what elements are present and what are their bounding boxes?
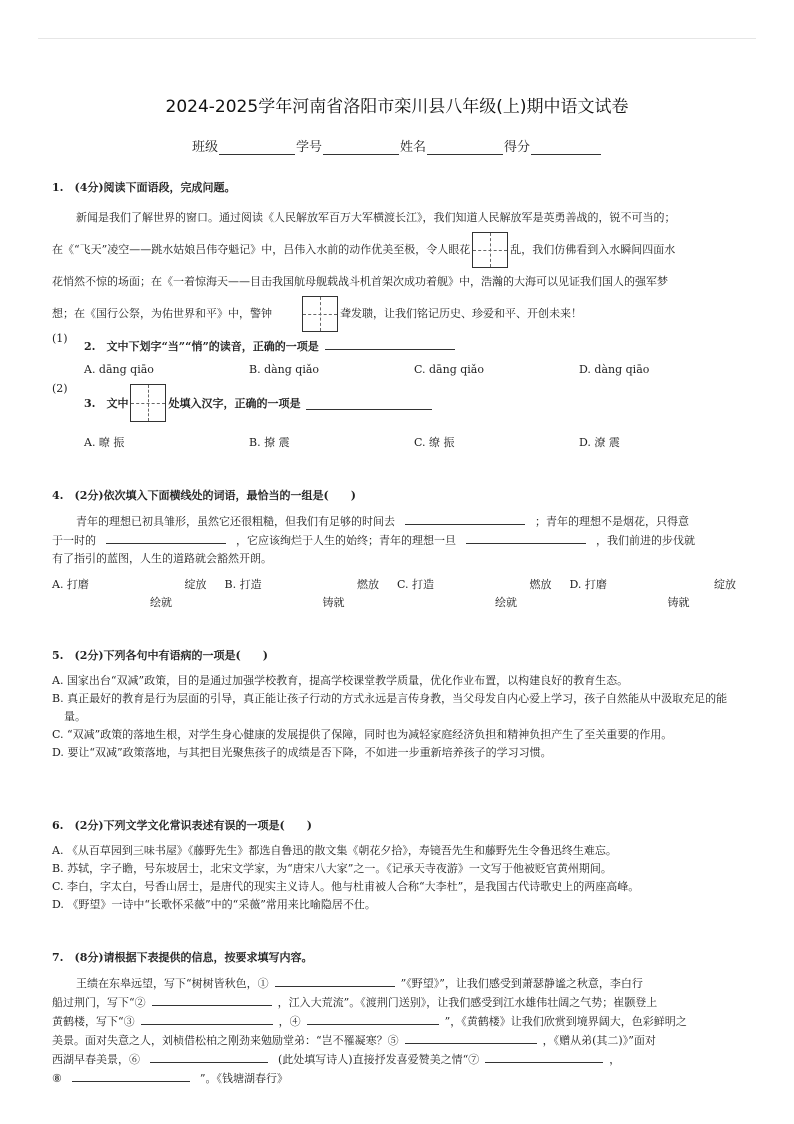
q7-line5	[52, 1050, 742, 1069]
q4-option-text: D. 打磨	[569, 578, 607, 591]
sub2-number: (2)	[52, 382, 68, 395]
q6-option-d[interactable]: D. 《野望》一诗中“长歌怀采薇”中的“采薇”常用来比喻隐居不仕。	[52, 898, 376, 911]
name-blank[interactable]	[427, 140, 503, 155]
sub1-option-c[interactable]: C. dāng qiǎo	[414, 363, 484, 376]
q4-para-line3: 有了指引的蓝图，人生的道路就会豁然开朗。	[52, 552, 272, 565]
sub2-options	[84, 434, 744, 450]
q7-blank-1[interactable]	[275, 974, 395, 987]
q7-line4	[52, 1031, 742, 1050]
student-info-line	[192, 136, 602, 155]
q7-blank-3[interactable]	[141, 1012, 273, 1025]
q4-option-c[interactable]	[397, 576, 570, 612]
q4-text: ，它应该绚烂于人生的始终；青年的理想一旦	[236, 534, 456, 547]
q4-option-text: 绘就	[495, 596, 517, 609]
q4-option-d[interactable]	[570, 576, 743, 612]
sub1-option-b[interactable]: B. dàng qiǎo	[249, 363, 320, 376]
q6-option-b[interactable]: B. 苏轼，字子瞻，号东坡居士，北宋文学家，为“唐宋八大家”之一。《记承天寺夜游》一文写于他被贬官黄州期间。	[52, 862, 612, 875]
q7-text: 西湖早春美景，⑥	[52, 1053, 140, 1066]
q7-text: ”，《黄鹤楼》让我们欣赏到境界阔大，色彩鲜明之	[444, 1015, 687, 1028]
q4-text: 于一时的	[52, 534, 96, 547]
q7-text: 王绩在东皋远望，写下“树树皆秋色，①	[76, 977, 269, 990]
question-4	[52, 486, 742, 612]
q7-blank-5[interactable]	[405, 1031, 537, 1044]
sub2-option-c[interactable]: C. 缭 振	[414, 436, 455, 449]
q7-blank-2[interactable]	[152, 993, 272, 1006]
q4-text: 青年的理想已初具雏形，虽然它还很粗糙，但我们有足够的时间去	[76, 515, 395, 528]
q7-line2	[52, 993, 742, 1012]
q7-line6	[52, 1069, 742, 1088]
q4-option-text: 铸就	[667, 596, 690, 609]
q4-option-text: 绽放	[184, 578, 207, 591]
q4-option-text: C. 打造	[397, 578, 435, 591]
sub2-blank-box[interactable]	[130, 384, 166, 422]
q7-text: 黄鹤楼，写下“③	[52, 1015, 135, 1028]
sub1-option-a[interactable]: A. dāng qiāo	[84, 363, 154, 376]
top-rule	[38, 38, 756, 39]
q1-para-line4	[52, 296, 742, 332]
question-1-head: 1. (4分)阅读下面语段，完成问题。	[52, 181, 236, 194]
sub1-answer-blank[interactable]	[325, 337, 455, 350]
question-1	[52, 178, 742, 332]
question-7	[52, 948, 742, 1088]
q4-option-text: B. 打造	[224, 578, 262, 591]
q7-text: ，④	[278, 1015, 301, 1028]
q4-text: ，我们前进的步伐就	[596, 534, 695, 547]
q5-option-d[interactable]: D. 要让“双减”政策落地，与其把目光聚焦孩子的成绩是否下降，不如进一步重新培养孩子的学习习惯。	[52, 746, 552, 759]
id-blank[interactable]	[323, 140, 399, 155]
q4-blank-3[interactable]	[466, 531, 586, 544]
q7-blank-6[interactable]	[150, 1050, 268, 1063]
q4-text: ；青年的理想不是烟花，只得意	[535, 515, 689, 528]
q4-option-text: 绘就	[150, 596, 172, 609]
q7-text: ，	[609, 1053, 621, 1066]
score-blank[interactable]	[531, 140, 601, 155]
question-5	[52, 646, 742, 762]
sub2-text: 处填入汉字，正确的一项是	[168, 397, 301, 410]
class-blank[interactable]	[219, 140, 295, 155]
q1-text: 聋发聩，让我们铭记历史、珍爱和平、开创未来！	[340, 307, 582, 320]
score-label: 得分	[504, 140, 531, 155]
q7-line1	[52, 974, 742, 993]
sub2-option-d[interactable]: D. 潦 震	[579, 436, 620, 449]
q7-blank-7[interactable]	[485, 1050, 603, 1063]
question-7-head: 7. (8分)请根据下表提供的信息，按要求填写内容。	[52, 951, 313, 964]
class-label: 班级	[192, 140, 219, 155]
q7-line3	[52, 1012, 742, 1031]
q5-option-b[interactable]: B. 真正最好的教育是行为层面的引导，真正能让孩子行动的方式永远是言传身教，当父母发自内心爱上学习，孩子自然能从中汲取充足的能量。	[52, 692, 728, 723]
q4-options	[52, 576, 742, 612]
q7-text: ，《赠从弟(其二)》”面对	[542, 1034, 656, 1047]
question-5-head: 5. (2分)下列各句中有语病的一项是( )	[52, 649, 268, 662]
page-title: 2024-2025学年河南省洛阳市栾川县八年级(上)期中语文试卷	[165, 97, 629, 117]
q6-option-c[interactable]: C. 李白，字太白，号香山居士，是唐代的现实主义诗人。他与杜甫被人合称“大李杜”，是我国古代诗歌史上的两座高峰。	[52, 880, 640, 893]
q7-text: ⑧	[52, 1072, 62, 1085]
q4-blank-1[interactable]	[405, 512, 525, 525]
q7-text: ”。《钱塘湖春行》	[199, 1072, 288, 1085]
sub1-question	[84, 337, 455, 354]
question-6	[52, 816, 742, 914]
q1-text: 乱，我们仿佛看到入水瞬间四面水	[510, 243, 676, 256]
q4-option-b[interactable]	[225, 576, 398, 612]
sub2-option-a[interactable]: A. 暸 振	[84, 436, 125, 449]
q7-blank-8[interactable]	[72, 1069, 190, 1082]
q1-para-line3: 花悄然不惊的场面；在《一着惊海天——目击我国航母舰载战斗机首架次成功着舰》中，浩瀚的大海可以见证我们国人的强军梦	[52, 275, 668, 288]
q1-blank-box-1[interactable]	[472, 232, 508, 268]
q1-para-line1: 新闻是我们了解世界的窗口。通过阅读《人民解放军百万大军横渡长江》，我们知道人民解放军是英勇善战的，锐不可当的；	[76, 211, 676, 224]
q1-para-line2	[52, 232, 742, 268]
q1-text: 在《“飞天”凌空——跳水姑娘吕伟夺魁记》中，吕伟入水前的动作优美至极，令人眼花	[52, 243, 471, 256]
q4-para-line2	[52, 531, 742, 550]
q4-option-text: A. 打磨	[52, 578, 89, 591]
q4-option-text: 燃放	[357, 578, 379, 591]
q7-text: ”《野望》”，让我们感受到萧瑟静谧之秋意，李白行	[400, 977, 643, 990]
name-label: 姓名	[400, 140, 427, 155]
sub2-option-b[interactable]: B. 撩 震	[249, 436, 290, 449]
sub1-text: 2. 文中下划字“当”“悄”的读音，正确的一项是	[84, 340, 319, 353]
q4-option-text: 绽放	[714, 578, 736, 591]
q4-option-text: 燃放	[529, 578, 552, 591]
q4-blank-2[interactable]	[106, 531, 226, 544]
q7-text: ，江入大荒流”。《渡荆门送别》，让我们感受到江水雄伟壮阔之气势；崔颢登上	[277, 996, 658, 1009]
question-4-head: 4. (2分)依次填入下面横线处的词语，最恰当的一组是( )	[52, 489, 356, 502]
q7-text: (此处填写诗人)直接抒发喜爱赞美之情“⑦	[278, 1053, 480, 1066]
sub2-question	[84, 384, 432, 422]
q4-option-text: 铸就	[322, 596, 345, 609]
q1-text: 想；在《国行公祭，为佑世界和平》中，警钟	[52, 307, 272, 320]
question-6-head: 6. (2分)下列文学文化常识表述有误的一项是( )	[52, 819, 312, 832]
sub2-answer-blank[interactable]	[306, 397, 432, 410]
sub2-text: 3. 文中	[84, 397, 129, 410]
q4-option-a[interactable]	[52, 576, 225, 612]
q6-option-a[interactable]: A. 《从百草园到三味书屋》《藤野先生》都选自鲁迅的散文集《朝花夕拾》，寿镜吾先生和藤野先生令鲁迅终生难忘。	[52, 844, 617, 857]
q5-option-c[interactable]: C. “双减”政策的落地生根，对学生身心健康的发展提供了保障，同时也为减轻家庭经济负担和精神负担产生了至关重要的作用。	[52, 728, 673, 741]
q7-text: 美景。面对失意之人，刘桢借松柏之刚劲来勉励堂弟：“岂不罹凝寒？⑤	[52, 1034, 399, 1047]
q1-blank-box-2[interactable]	[302, 296, 338, 332]
q7-blank-4[interactable]	[307, 1012, 439, 1025]
sub1-number: (1)	[52, 332, 68, 345]
id-label: 学号	[296, 140, 323, 155]
q7-text: 船过荆门，写下“②	[52, 996, 146, 1009]
sub1-option-d[interactable]: D. dàng qiāo	[579, 363, 650, 376]
sub1-options	[84, 363, 744, 376]
q5-option-a[interactable]: A. 国家出台“双减”政策，目的是通过加强学校教育，提高学校课堂教学质量，优化作业布置，以构建良好的教育生态。	[52, 674, 629, 687]
q4-para-line1	[52, 512, 742, 531]
